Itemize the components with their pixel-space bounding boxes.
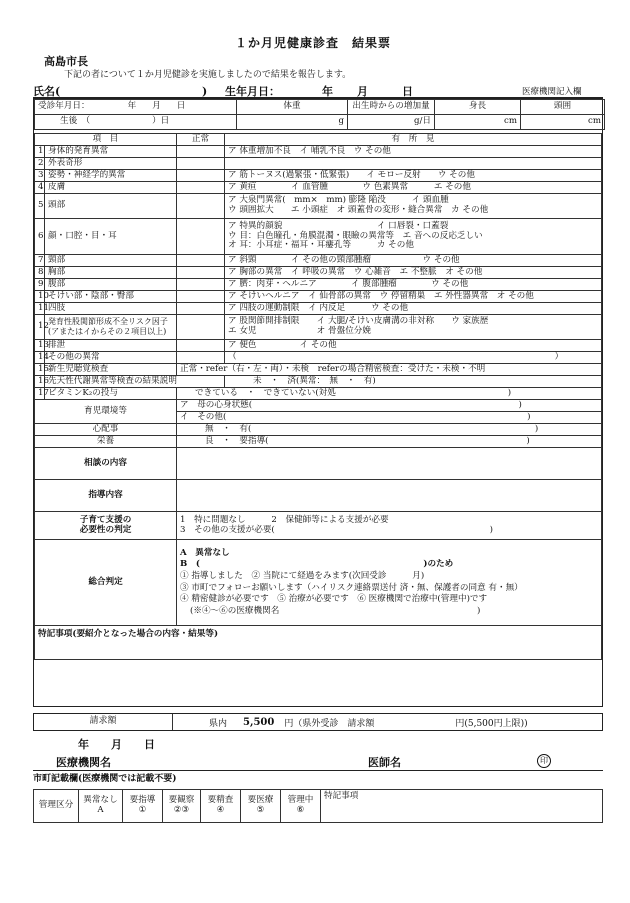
finding-options[interactable] (225, 146, 602, 158)
item-label: 身体的発育異常 (45, 146, 177, 158)
consult-field[interactable] (177, 448, 602, 480)
normal-checkbox[interactable] (177, 170, 225, 182)
height-field[interactable]: cm (435, 115, 521, 130)
category-symbol: ⑤ (256, 805, 265, 815)
normal-header: 正常 (177, 134, 225, 146)
finding-line: ア 股関節開排制限 イ 大腿/そけい皮膚溝の非対称 ウ 家族歴 (228, 316, 489, 327)
judgement-label: 総合判定 (35, 540, 177, 626)
finding-row (35, 267, 602, 279)
exam-table (33, 98, 603, 707)
finding-row (35, 352, 602, 364)
category-symbol: ⑥ (296, 805, 305, 815)
finding-options[interactable] (225, 219, 602, 255)
finding-row (35, 219, 602, 255)
nutrition-field[interactable]: 良 ・ 要指導( ) (177, 436, 602, 448)
finding-line: ウ 頭囲拡大 エ 小頭症 オ 頭蓋骨の変形・縫合異常 カ その他 (228, 205, 489, 215)
row-number: 9 (35, 279, 45, 291)
finding-row (35, 315, 602, 340)
normal-checkbox[interactable] (177, 146, 225, 158)
guidance-field[interactable] (177, 480, 602, 512)
finding-line: ア 臍：肉芽・ヘルニア イ 腹部腫瘤 ウ その他 (228, 278, 469, 289)
category-2[interactable] (123, 790, 163, 823)
intro-text: 下記の者について１か月児健診を実施しましたので結果を報告します。 (64, 70, 352, 80)
finding-options[interactable] (225, 352, 602, 364)
measurement-table (34, 99, 605, 130)
finding-options[interactable] (225, 303, 602, 315)
billing-box (33, 713, 603, 731)
vitamin-k-label: ビタミンK₂の投与 (45, 388, 177, 400)
exam-date-label[interactable]: 受診年月日： 年 月 日 (35, 100, 237, 115)
normal-checkbox[interactable] (177, 291, 225, 303)
dob-day: 日 (402, 85, 413, 98)
row-number: 15 (35, 364, 45, 376)
item-label: 頸部 (45, 255, 177, 267)
category-6[interactable] (281, 790, 321, 823)
item-label: 姿勢・神経学的異常 (45, 170, 177, 182)
special-notes[interactable]: 特記事項(要紹介となった場合の内容・結果等) (35, 626, 602, 660)
consult-label: 相談の内容 (35, 448, 177, 480)
city-notes[interactable]: 特記事項 (321, 790, 603, 823)
finding-line: オ 耳：小耳症・福耳・耳瘻孔等 カ その他 (228, 240, 414, 251)
finding-row (35, 340, 602, 352)
env-line1[interactable]: ア 母の心身状態( ) (177, 400, 602, 412)
row-number: 3 (35, 170, 45, 182)
row-number: 17 (35, 388, 45, 400)
normal-checkbox[interactable] (177, 340, 225, 352)
dob-label: 生年月日： (225, 85, 280, 98)
worry-label: 心配事 (35, 424, 177, 436)
findings-header: 有 所 見 (225, 134, 602, 146)
finding-options[interactable] (225, 170, 602, 182)
row-number: 2 (35, 158, 45, 170)
hearing-result[interactable]: 正常・refer（右・左・両）・未検 referの場合精密検査：受けた・未検・不明 (177, 364, 602, 376)
item-label: その他の異常 (45, 352, 177, 364)
normal-checkbox[interactable] (177, 279, 225, 291)
weight-header: 体重 (237, 100, 348, 115)
vitamin-k-result[interactable]: できている ・ できていない(対処 ) (177, 388, 602, 400)
finding-options[interactable] (225, 340, 602, 352)
finding-line: ア 四肢の運動制限 イ 内反足 ウ その他 (228, 302, 409, 313)
finding-options[interactable] (225, 279, 602, 291)
seal-icon: 印 (537, 754, 551, 768)
env-label: 育児環境等 (35, 400, 177, 424)
normal-checkbox[interactable] (177, 303, 225, 315)
finding-line: ア 胸部の異常 イ 呼吸の異常 ウ 心雑音 エ 不整脈 オ その他 (228, 266, 483, 277)
row-number: 11 (35, 303, 45, 315)
normal-checkbox[interactable] (177, 267, 225, 279)
name-label: 氏名( (33, 85, 61, 98)
doctor-name-label: 医師名 (368, 756, 401, 769)
category-symbol: ②③ (173, 805, 190, 815)
category-label: 異常なし (83, 795, 118, 806)
height-header: 身長 (435, 100, 521, 115)
item-label: 外表奇形 (45, 158, 177, 170)
row-number: 12 (35, 315, 45, 340)
normal-checkbox[interactable] (177, 315, 225, 340)
finding-row (35, 146, 602, 158)
gain-header: 出生時からの増加量 (348, 100, 435, 115)
item-label: 顔・口腔・目・耳 (45, 219, 177, 255)
finding-line: ア 黄疸 イ 血管腫 ウ 色素異常 エ その他 (228, 181, 471, 192)
finding-line: （ ） (228, 351, 564, 362)
normal-checkbox[interactable] (177, 352, 225, 364)
category-label: 要観察 (168, 795, 195, 806)
finding-row (35, 194, 602, 219)
finding-line: ア 大泉門異常( mm× mm) 膨隆 陥没 イ 頭血腫 (228, 195, 449, 206)
category-3[interactable] (163, 790, 201, 823)
row-number: 8 (35, 267, 45, 279)
support-field[interactable]: 1 特に問題なし 2 保健師等による支援が必要 3 その他の支援が必要( ) (177, 512, 602, 540)
finding-row (35, 158, 602, 170)
billing-pref: 県内 (209, 718, 228, 729)
weight-field[interactable]: g (237, 115, 348, 130)
finding-line: ア 体重増加不良 イ 哺乳不良 ウ その他 (228, 145, 391, 156)
item-label: 発育性股関節形成不全リスク因子(アまたはイからその２項目以上) (45, 315, 177, 340)
page-title: １か月児健康診査 結果票 (235, 36, 392, 50)
metabolic-label: 先天性代謝異常等検査の結果説明 (45, 376, 225, 388)
footer-date[interactable]: 年 月 日 (78, 738, 155, 751)
recipient: 高島市長 (44, 55, 88, 68)
head-field[interactable]: cm (521, 115, 605, 130)
item-label: 排泄 (45, 340, 177, 352)
item-label: そけい部・陰部・臀部 (45, 291, 177, 303)
finding-row (35, 303, 602, 315)
category-5[interactable] (241, 790, 281, 823)
row-number: 10 (35, 291, 45, 303)
footer-underline (33, 770, 603, 771)
finding-line: ウ 目：白色瞳孔・角膜混濁・眼瞼の異常等 エ 音への反応乏しい (228, 230, 483, 241)
row-number: 7 (35, 255, 45, 267)
normal-checkbox[interactable] (177, 182, 225, 194)
category-4[interactable] (201, 790, 241, 823)
finding-options[interactable] (225, 291, 602, 303)
medical-fill-note: 医療機関記入欄 (522, 87, 582, 97)
normal-checkbox[interactable] (177, 255, 225, 267)
env-line2[interactable]: イ その他( ) (177, 412, 602, 424)
finding-line: ア 斜頸 イ その他の頸部腫瘤 ウ その他 (228, 254, 460, 265)
item-label: 四肢 (45, 303, 177, 315)
finding-line: ア 便色 イ その他 (228, 339, 337, 350)
finding-row (35, 291, 602, 303)
finding-options[interactable] (225, 194, 602, 219)
city-section-title: 市町記載欄(医療機関では記載不要) (33, 774, 177, 784)
item-header: 項 目 (35, 134, 177, 146)
finding-options[interactable] (225, 182, 602, 194)
normal-checkbox[interactable] (177, 194, 225, 219)
worry-field[interactable]: 無 ・ 有( ) (177, 424, 602, 436)
category-symbol: A (97, 805, 104, 815)
category-label: 要精査 (207, 795, 234, 806)
finding-options[interactable] (225, 267, 602, 279)
finding-options[interactable] (225, 158, 602, 170)
dob-month: 月 (357, 85, 368, 98)
finding-row (35, 170, 602, 182)
row-number: 13 (35, 340, 45, 352)
name-close: ) (202, 85, 208, 98)
finding-line: ア そけいヘルニア イ 仙骨部の異常 ウ 停留精巣 エ 外性器異常 オ その他 (228, 290, 534, 301)
nutrition-label: 栄養 (35, 436, 177, 448)
finding-line: ア 特異的顔貌 イ 口唇裂・口蓋裂 (228, 220, 449, 231)
judgement-field[interactable]: A 異常なし B ( )のため ① 指導しました ② 当院にて経過をみます(次回受診 月) ③ 市町でフォローお願いします（ハイリスク連絡票送付 済・無、保護者の同意 有・無） ④ 精密健診が必要です ⑤ 治療が必要です ⑥ 医療機関で治療中(管理中)です (※④〜⑥の医療機関名 ) (177, 540, 602, 626)
hearing-label: 新生児聴覚検査 (45, 364, 177, 376)
item-label: 皮膚 (45, 182, 177, 194)
finding-line: エ 女児 オ 骨盤位分娩 (228, 326, 371, 336)
finding-options[interactable] (225, 255, 602, 267)
support-label: 子育て支援の 必要性の判定 (35, 512, 177, 540)
finding-line: ア 筋トーヌス(過緊張・低緊張) イ モロー反射 ウ その他 (228, 169, 475, 180)
item-label: 頭部 (45, 194, 177, 219)
city-table (33, 789, 603, 823)
gain-field[interactable]: g/日 (348, 115, 435, 130)
billing-detail[interactable]: 円（県外受診 請求額 円(5,500円上限)) (284, 718, 528, 729)
management-category-label: 管理区分 (34, 790, 79, 823)
category-label: 管理中 (287, 795, 314, 806)
category-label: 要指導 (129, 795, 156, 806)
head-header: 頭囲 (521, 100, 605, 115)
findings-table (34, 133, 602, 660)
category-symbol: ① (138, 805, 147, 815)
finding-row (35, 182, 602, 194)
dob-year: 年 (322, 85, 333, 98)
category-1[interactable] (79, 790, 123, 823)
normal-checkbox[interactable] (177, 158, 225, 170)
row-number: 14 (35, 352, 45, 364)
finding-row (35, 279, 602, 291)
row-number: 5 (35, 194, 45, 219)
finding-options[interactable] (225, 315, 602, 340)
age-days-field[interactable]: 生後 （ ）日 (35, 115, 237, 130)
row-number: 4 (35, 182, 45, 194)
finding-row (35, 255, 602, 267)
billing-amount: 5,500 (243, 716, 275, 728)
row-number: 16 (35, 376, 45, 388)
metabolic-result[interactable]: 未 ・ 済(異常： 無 ・ 有) (225, 376, 602, 388)
row-number: 6 (35, 219, 45, 255)
item-label: 胸部 (45, 267, 177, 279)
city-table-wrap (33, 789, 603, 823)
category-symbol: ④ (216, 805, 225, 815)
item-label: 腹部 (45, 279, 177, 291)
billing-label: 請求額 (34, 714, 173, 730)
guidance-label: 指導内容 (35, 480, 177, 512)
row-number: 1 (35, 146, 45, 158)
category-label: 要医療 (247, 795, 274, 806)
clinic-name-label: 医療機関名 (56, 756, 111, 769)
normal-checkbox[interactable] (177, 219, 225, 255)
